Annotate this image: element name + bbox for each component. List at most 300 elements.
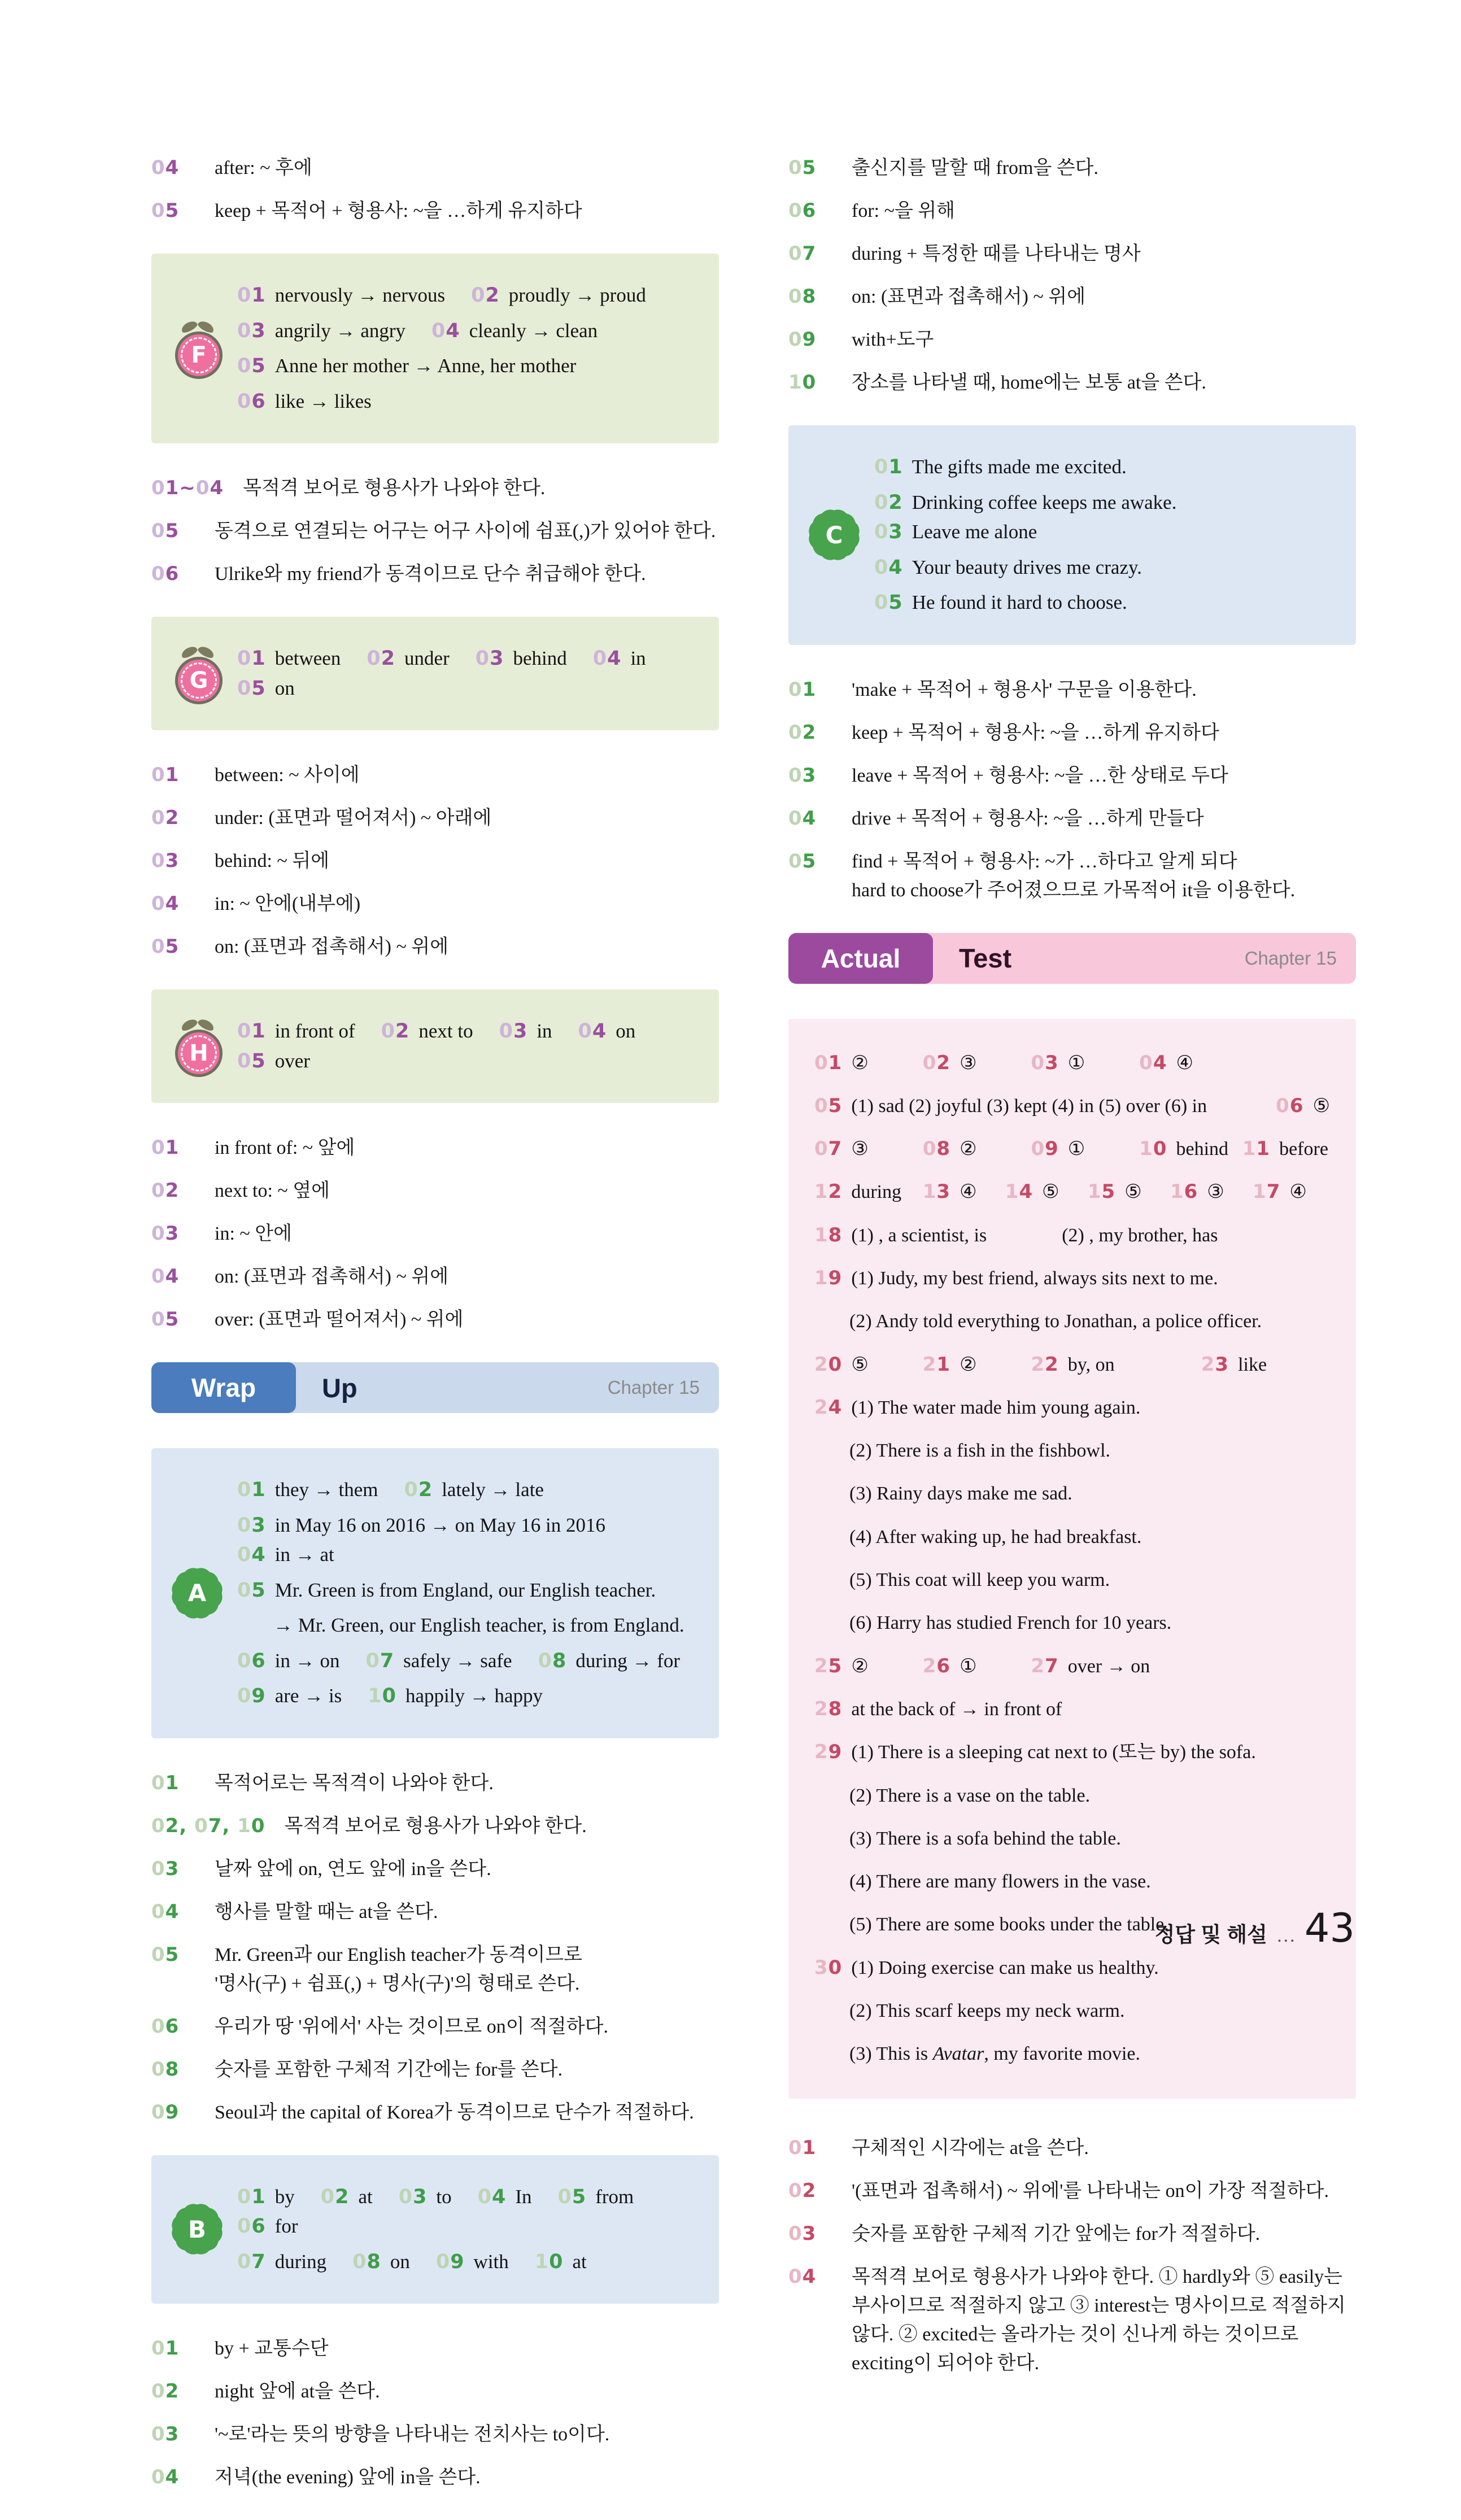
item-text: 목적격 보어로 형용사가 나와야 한다. ① hardly와 ⑤ easily는 부사이므로 적절하지 않고 ③ interest는 명사이므로 적절하지 않다. ② excited는 올라가는 것이 신나게 하는 것이므로 exciting이 되어야 한다. <box>852 2266 1346 2374</box>
answer-cell <box>814 1695 1062 1723</box>
answer-cell <box>1253 1178 1307 1206</box>
badge-letter: C <box>825 521 843 549</box>
item-number: 02 <box>151 806 180 829</box>
answer-text: ② <box>960 1139 977 1160</box>
item-number: 02 <box>151 1179 180 1202</box>
answer-line <box>237 1511 700 1570</box>
answer-cell <box>1201 1351 1267 1379</box>
item-number: 19 <box>814 1266 843 1289</box>
item-text: 숫자를 포함한 구체적 기간 앞에는 for가 적절하다. <box>852 2223 1261 2244</box>
answer-text: in front of <box>274 1020 355 1042</box>
answer-text: ② <box>851 1052 869 1074</box>
answer-text: (2) There is a fish in the fishbowl. <box>849 1440 1111 1462</box>
item-number: 02 <box>151 2380 180 2403</box>
two-column-layout <box>151 154 1356 2520</box>
explanation-item <box>788 2134 1356 2163</box>
item-text-line: Mr. Green과 our English teacher가 동격이므로 <box>215 1944 582 1965</box>
answer-segment <box>874 588 1127 618</box>
answer-cell <box>923 1049 1031 1077</box>
item-number: 01 <box>151 1771 180 1794</box>
fruit-badge-icon <box>174 321 224 376</box>
answer-cell <box>814 1954 1159 1982</box>
answer-cell <box>1242 1135 1328 1163</box>
badge-ring <box>175 332 223 379</box>
explanation-item <box>151 1262 719 1291</box>
answer-text: → Mr. Green, our English teacher, is from England. <box>273 1614 684 1636</box>
item-number: 30 <box>814 1956 843 1979</box>
badge-letter: A <box>187 1579 207 1607</box>
answer-text: at <box>572 2250 587 2273</box>
answer-cell <box>814 1135 923 1163</box>
answer-cell <box>849 1868 1151 1895</box>
item-text: leave + 목적어 + 형용사: ~을 …한 상태로 두다 <box>852 765 1228 786</box>
item-number: 07 <box>788 242 817 265</box>
answer-line <box>814 1049 1330 1077</box>
item-number: 02 <box>404 1479 433 1501</box>
answer-segment <box>431 316 598 346</box>
explanation-item <box>788 282 1356 311</box>
answer-text: (5) This coat will keep you warm. <box>849 1569 1110 1591</box>
item-number: 02 <box>471 284 500 307</box>
answer-line <box>814 2040 1330 2068</box>
answer-text: on <box>616 1020 636 1042</box>
item-text: night 앞에 at을 쓴다. <box>215 2381 380 2402</box>
answer-cell <box>814 1265 1218 1292</box>
item-number: 02, 07, 10 <box>151 1814 265 1837</box>
answer-segment <box>436 2247 509 2277</box>
item-number: 08 <box>922 1137 951 1161</box>
answer-cell <box>849 1523 1141 1551</box>
item-number: 06 <box>237 390 266 413</box>
answer-text: In <box>515 2185 532 2208</box>
answer-line <box>237 2182 700 2242</box>
item-number: 05 <box>237 1579 266 1602</box>
item-number: 04 <box>151 1900 180 1923</box>
item-number: 04 <box>578 1020 607 1043</box>
item-number: 29 <box>814 1741 843 1764</box>
item-text: in: ~ 안에 <box>215 1223 292 1244</box>
answer-line <box>814 1997 1330 2025</box>
item-number: 05 <box>814 1094 843 1117</box>
answer-segment <box>237 1646 339 1676</box>
item-number: 16 <box>1170 1180 1198 1204</box>
explanation-item <box>788 368 1356 397</box>
answer-line <box>237 2247 700 2277</box>
explanation-item <box>151 2334 719 2363</box>
item-number: 01 <box>874 456 903 478</box>
item-number: 05 <box>237 1049 266 1072</box>
item-text: 우리가 땅 '위에서' 사는 것이므로 on이 적절하다. <box>215 2016 608 2037</box>
answer-text: nervously → nervous <box>274 284 446 306</box>
item-text: during + 특정한 때를 나타내는 명사 <box>852 243 1141 264</box>
answer-line <box>814 1566 1330 1594</box>
answer-segment <box>237 1511 605 1541</box>
explanation-item <box>788 804 1356 833</box>
answer-text: ⑤ <box>1124 1181 1142 1203</box>
answer-line <box>814 1307 1330 1335</box>
item-number: 10 <box>534 2250 564 2273</box>
answer-cell <box>1170 1178 1253 1206</box>
badge-letter: H <box>189 1040 208 1066</box>
item-number: 01 <box>814 1051 843 1074</box>
item-number: 07 <box>365 1649 395 1672</box>
explanation-list-f <box>151 474 719 588</box>
answer-text: ⑤ <box>851 1354 869 1375</box>
answer-segment <box>558 2182 634 2212</box>
answer-text: ③ <box>851 1139 869 1160</box>
answer-segment <box>367 644 449 674</box>
item-number: 23 <box>1201 1353 1229 1376</box>
answer-cell <box>814 1351 923 1379</box>
answer-segment <box>535 2247 587 2277</box>
explanation-item <box>151 932 719 961</box>
item-number: 03 <box>788 2222 817 2245</box>
item-text: 구체적인 시각에는 at을 쓴다. <box>852 2137 1089 2159</box>
answer-text: cleanly → clean <box>469 319 598 342</box>
answer-line <box>814 1738 1330 1766</box>
item-text: 목적어로는 목적격이 나와야 한다. <box>215 1772 494 1794</box>
answer-segment <box>237 316 405 346</box>
answer-text: they → them <box>274 1479 378 1501</box>
answer-cell <box>1139 1049 1193 1077</box>
answer-line <box>814 1092 1330 1120</box>
answer-segment <box>538 1646 680 1676</box>
item-number: 05 <box>874 591 903 614</box>
explanation-list-h <box>151 1133 719 1334</box>
answer-cell <box>849 1437 1110 1464</box>
item-number: 05 <box>237 677 266 700</box>
item-text: by + 교통수단 <box>215 2338 329 2359</box>
answer-line <box>237 316 700 346</box>
answer-cell <box>814 1092 1276 1120</box>
answer-segment <box>237 281 445 311</box>
answer-cell <box>849 1825 1121 1852</box>
answer-line <box>814 1394 1330 1422</box>
answer-cell <box>814 1394 1140 1422</box>
answer-segment <box>404 1475 543 1505</box>
left-column <box>151 154 719 2520</box>
item-number: 05 <box>237 355 266 377</box>
item-text: under: (표면과 떨어져서) ~ 아래에 <box>215 808 492 829</box>
answer-line <box>874 488 1337 547</box>
explanation-item <box>788 675 1356 704</box>
answer-box-c <box>788 425 1356 645</box>
answer-cell <box>923 1653 1031 1680</box>
item-number: 01 <box>151 2337 180 2360</box>
answer-text: (1) The water made him young again. <box>851 1397 1141 1418</box>
item-text: next to: ~ 옆에 <box>215 1180 330 1201</box>
item-number: 01 <box>788 2136 817 2159</box>
item-number: 01 <box>237 647 266 670</box>
answer-line <box>814 1695 1330 1723</box>
answer-cell <box>814 1178 923 1206</box>
item-number: 09 <box>788 328 817 351</box>
answer-text: ① <box>1067 1052 1085 1074</box>
item-number: 02 <box>788 2179 817 2202</box>
answer-text: on <box>390 2250 410 2273</box>
answer-segment <box>874 488 1176 518</box>
item-number: 17 <box>1253 1180 1281 1204</box>
item-number: 04 <box>151 1265 180 1288</box>
answer-line <box>814 1825 1330 1852</box>
explanation-item <box>151 560 719 588</box>
explanation-item <box>151 1176 719 1205</box>
item-number: 04 <box>237 1544 266 1566</box>
explanation-item <box>788 847 1356 905</box>
explanation-item <box>151 197 719 225</box>
answer-line <box>237 281 700 311</box>
answer-text: before <box>1279 1139 1328 1160</box>
answer-text: ① <box>1067 1139 1085 1160</box>
item-number: 03 <box>151 2423 180 2445</box>
item-text: Ulrike와 my friend가 동격이므로 단수 취급해야 한다. <box>215 564 646 585</box>
actual-test-header <box>788 933 1356 984</box>
item-number: 24 <box>814 1396 843 1419</box>
explanation-item <box>151 761 719 790</box>
answer-text: (3) This is Avatar, my favorite movie. <box>849 2043 1140 2065</box>
answer-text: for <box>274 2215 298 2237</box>
item-number: 04 <box>788 2265 817 2288</box>
item-text: on: (표면과 접촉해서) ~ 위에 <box>215 936 449 957</box>
item-number: 05 <box>557 2185 587 2208</box>
answer-text: (2) , my brother, has <box>1062 1224 1218 1246</box>
item-text-line: '명사(구) + 쉼표(,) + 명사(구)'의 형태로 쓴다. <box>215 1973 580 1994</box>
item-number: 03 <box>788 764 817 787</box>
item-number: 01 <box>237 1020 266 1043</box>
item-text: over: (표면과 떨어져서) ~ 위에 <box>215 1309 464 1330</box>
explanation-item <box>151 1812 719 1841</box>
explanation-item <box>788 154 1356 182</box>
answer-text: during <box>274 2250 327 2273</box>
item-number: 06 <box>237 2215 266 2238</box>
answer-line <box>237 644 700 703</box>
answer-line <box>814 1135 1330 1163</box>
item-number: 02 <box>320 2185 350 2208</box>
badge-letter: B <box>187 2215 206 2243</box>
answer-cell <box>1276 1092 1330 1120</box>
item-number: 08 <box>538 1649 567 1672</box>
item-number: 04 <box>874 556 903 579</box>
item-number: 26 <box>922 1654 951 1677</box>
item-number: 04 <box>431 319 460 342</box>
answer-text: with <box>473 2250 509 2273</box>
item-number: 04 <box>151 156 180 179</box>
answer-line <box>814 1868 1330 1895</box>
right-column <box>788 154 1356 2520</box>
answer-text: ② <box>960 1354 977 1375</box>
answer-segment <box>237 1475 378 1505</box>
item-text: Seoul과 the capital of Korea가 동격이므로 단수가 적절하다. <box>215 2102 694 2123</box>
answer-segment <box>478 2182 532 2212</box>
answer-text: like <box>1238 1354 1267 1375</box>
item-text: on: (표면과 접촉해서) ~ 위에 <box>215 1266 449 1287</box>
item-number: 03 <box>475 647 504 670</box>
item-number: 02 <box>788 721 817 744</box>
item-number: 03 <box>398 2185 428 2208</box>
explanation-item <box>151 1855 719 1884</box>
answer-segment <box>237 674 295 704</box>
fruit-badge-icon <box>174 1019 224 1074</box>
item-text: in: ~ 안에(내부에) <box>215 893 361 914</box>
item-number: 08 <box>352 2250 381 2273</box>
answer-text: by <box>274 2185 295 2208</box>
item-number: 10 <box>368 1685 397 1707</box>
answer-cell <box>923 1351 1031 1379</box>
item-number: 03 <box>874 521 903 543</box>
answer-segment <box>874 517 1037 547</box>
answer-segment <box>476 644 567 674</box>
answer-segment <box>237 1540 334 1570</box>
item-text <box>215 1941 719 1998</box>
answer-text: at the back of → in front of <box>851 1698 1062 1720</box>
explanation-item <box>151 474 719 503</box>
answer-text: behind <box>513 647 567 669</box>
item-number: 09 <box>151 2100 180 2124</box>
item-text: 출신지를 말할 때 from을 쓴다. <box>852 158 1099 178</box>
explanation-item <box>151 517 719 546</box>
answer-text: (1) Doing exercise can make us healthy. <box>851 1957 1159 1978</box>
explanation-list-a <box>151 1769 719 2127</box>
footer-title: 정답 및 해설 <box>1154 1923 1267 1946</box>
explanation-item <box>788 2177 1356 2205</box>
answer-segment <box>874 452 1127 482</box>
answer-cell <box>923 1135 1031 1163</box>
item-text <box>852 847 1356 905</box>
answer-segment <box>237 1576 656 1606</box>
item-text: 동격으로 연결되는 어구는 어구 사이에 쉼표(,)가 있어야 한다. <box>215 521 716 542</box>
item-number: 05 <box>788 849 817 873</box>
explanation-item <box>151 2463 719 2492</box>
answer-segment <box>471 281 646 311</box>
answer-text: ④ <box>960 1181 977 1203</box>
item-number: 20 <box>814 1353 843 1376</box>
explanation-item <box>788 197 1356 225</box>
answer-segment <box>237 351 576 381</box>
answer-line <box>814 1437 1330 1464</box>
answer-text: at <box>358 2185 373 2208</box>
item-number: 14 <box>1005 1180 1033 1204</box>
answer-cell <box>849 1480 1072 1507</box>
item-number: 02 <box>367 647 396 670</box>
answer-text: ② <box>851 1655 869 1677</box>
answer-line <box>814 1265 1330 1292</box>
answer-segment <box>874 553 1142 583</box>
answer-box-a <box>151 1448 719 1738</box>
answer-cell <box>1062 1222 1218 1249</box>
item-text: on: (표면과 접촉해서) ~ 위에 <box>852 286 1086 307</box>
explanation-item <box>151 1219 719 1248</box>
answer-segment <box>352 2247 410 2277</box>
answer-segment <box>368 1681 543 1711</box>
explanation-item <box>151 2055 719 2084</box>
item-text-line: hard to choose가 주어졌으므로 가목적어 it을 이용한다. <box>852 879 1296 901</box>
answer-box-g <box>151 617 719 730</box>
answer-cell <box>849 1911 1169 1938</box>
answer-line <box>814 1178 1330 1206</box>
answer-text: are → is <box>274 1685 342 1707</box>
item-number: 04 <box>151 892 180 915</box>
item-number: 13 <box>922 1180 951 1204</box>
item-number: 06 <box>788 199 817 222</box>
item-text: 숫자를 포함한 구체적 기간에는 for를 쓴다. <box>215 2059 563 2080</box>
explanation-item <box>788 718 1356 747</box>
wrap-up-chapter-label: Chapter 15 <box>607 1377 700 1398</box>
answer-text: to <box>436 2185 452 2208</box>
answer-box-f <box>151 254 719 443</box>
answer-line <box>814 1653 1330 1680</box>
answer-segment <box>237 2212 298 2242</box>
item-number: 08 <box>788 285 817 308</box>
answer-text: (1) There is a sleeping cat next to (또는 by) the sofa. <box>851 1742 1256 1763</box>
answer-line <box>814 1523 1330 1551</box>
answer-text: (1) , a scientist, is <box>851 1224 987 1246</box>
explanation-item <box>151 2012 719 2041</box>
item-number: 10 <box>1139 1137 1167 1161</box>
answer-line <box>237 1681 700 1711</box>
answer-cell <box>814 1653 923 1680</box>
item-text-line: find + 목적어 + 형용사: ~가 …하다고 알게 되다 <box>852 851 1237 872</box>
explanation-item <box>788 239 1356 268</box>
answer-text: in → on <box>274 1649 340 1672</box>
item-number: 05 <box>788 156 817 179</box>
item-text: after: ~ 후에 <box>215 158 312 178</box>
explanation-item <box>151 804 719 832</box>
answer-cell <box>1088 1178 1170 1206</box>
explanation-item <box>151 1769 719 1798</box>
answer-text: behind <box>1176 1139 1229 1160</box>
item-text: '~로'라는 뜻의 방향을 나타내는 전치사는 to이다. <box>215 2424 610 2445</box>
answer-line <box>237 1611 700 1641</box>
item-number: 03 <box>151 1857 180 1880</box>
answer-cell <box>814 1049 923 1077</box>
item-number: 06 <box>151 563 180 585</box>
answer-line <box>237 1017 700 1076</box>
answer-text: (4) After waking up, he had breakfast. <box>849 1526 1142 1547</box>
item-text: 목적격 보어로 형용사가 나와야 한다. <box>243 478 546 499</box>
answer-line <box>237 1576 700 1606</box>
answer-line <box>814 1782 1330 1810</box>
answer-cell <box>814 1222 1062 1249</box>
answer-text: (3) Rainy days make me sad. <box>849 1483 1072 1505</box>
footer-separator: … <box>1276 1925 1296 1946</box>
answer-text: on <box>274 677 295 699</box>
answer-text: (4) There are many flowers in the vase. <box>849 1871 1151 1893</box>
answer-cell <box>849 1609 1171 1637</box>
item-number: 01 <box>237 1479 266 1501</box>
answer-text: The gifts made me excited. <box>912 456 1127 478</box>
item-number: 03 <box>151 849 180 872</box>
item-text: '(표면과 접촉해서) ~ 위에'를 나타내는 on이 가장 적절하다. <box>852 2180 1329 2201</box>
preposition-meaning-list <box>151 154 719 225</box>
item-text: behind: ~ 뒤에 <box>215 851 330 871</box>
answer-box-b <box>151 2155 719 2304</box>
answer-line <box>874 588 1337 618</box>
item-text: drive + 목적어 + 형용사: ~을 …하게 만들다 <box>852 808 1204 829</box>
answer-line <box>237 387 700 417</box>
answer-line <box>814 1351 1330 1379</box>
explanation-item <box>151 1305 719 1334</box>
answer-segment <box>399 2182 452 2212</box>
answer-text: by, on <box>1067 1354 1115 1375</box>
answer-text: ④ <box>1289 1181 1307 1203</box>
explanation-list-b-continued <box>788 154 1356 397</box>
answer-text: lately → late <box>442 1479 544 1501</box>
answer-text: in <box>537 1020 552 1042</box>
item-number: 06 <box>1276 1094 1304 1117</box>
explanation-item <box>151 2420 719 2449</box>
item-number: 25 <box>814 1654 843 1677</box>
item-number: 01 <box>151 764 180 786</box>
